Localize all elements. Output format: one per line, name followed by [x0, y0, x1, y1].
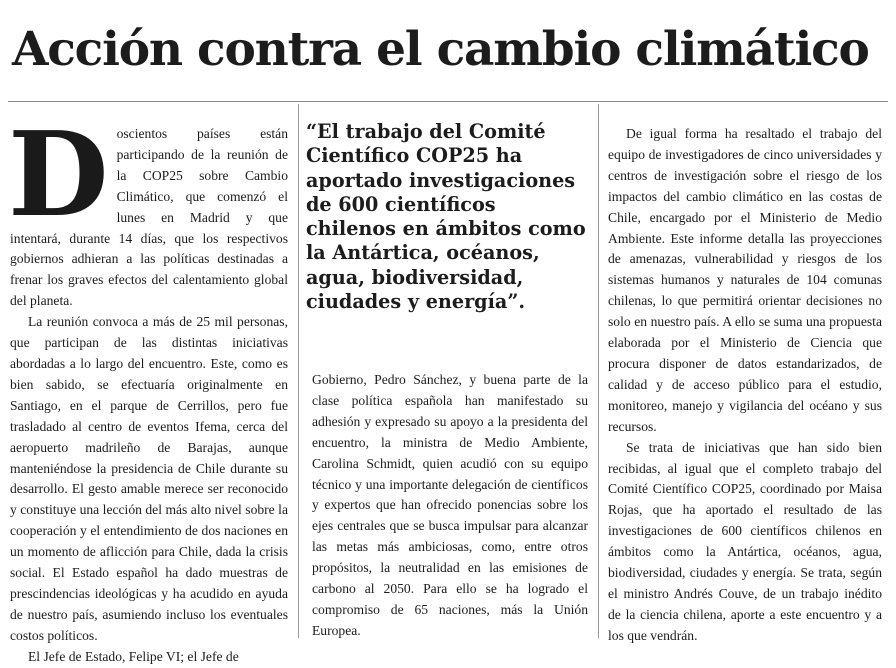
headline-rule	[8, 101, 888, 102]
column-divider-2	[598, 104, 599, 638]
paragraph: De igual forma ha resaltado el trabajo del equipo de investigadores de cinco universidades y centros de investigación sobre el riesgo de los impactos del cambio climático en las costas de Chile, encargado por el Ministerio de Medio Ambiente. Este informe detalla las proyecciones de amenazas, vulnerabilidad y riesgos de los sistemas humanos y naturales de 104 comunas chilenas, lo que permitirá orientar decisiones no solo en nuestro país. A ello se suma una propuesta elaborada por el Ministerio de Ciencia que procura disponer de datos estandarizados, de calidad y de acceso público para el estudio, monitoreo, manejo y vigilancia del océano y sus recursos.	[608, 126, 882, 434]
article-headline: Acción contra el cambio climático	[12, 22, 869, 77]
paragraph: Se trata de iniciativas que han sido bien recibidas, al igual que el completo trabajo del Comité Científico COP25, coordinado por Maisa Rojas, que ha aportado el resultado de las investigaciones de 600 científicos chilenos en ámbitos como la Antártica, océanos, agua, biodiversidad, ciudades y energía. Se trata, según el ministro Andrés Couve, de un trabajo inédito de la ciencia chilena, aporte a este encuentro y a los que vendrán.	[608, 439, 882, 643]
lead-paragraph: Doscientos países están participando de la reunión de la COP25 sobre Cambio Climático, que comenzó el lunes en Madrid y que intentará, durante 14 días, que los respectivos gobiernos adhieran a las políticas destinadas a frenar los graves efectos del calentamiento global del planeta.	[8, 107, 288, 309]
paragraph: El Jefe de Estado, Felipe VI; el Jefe de	[28, 648, 239, 664]
article-column-3	[608, 124, 882, 647]
paragraph: La reunión convoca a más de 25 mil personas, que participan de las distintas iniciativas abordadas a lo largo del encuentro. Este, como es bien sabido, se efectuaría originalmente en Santiago, en el parque de Cerrillos, pero fue trasladado al centro de eventos Ifema, cerca del aeropuerto madrileño de Barajas, aunque manteniéndose la presidencia de Chile durante su desarrollo. El gesto amable merece ser reconocido y constituye una lección del más alto nivel sobre la cooperación y el entendimiento de dos naciones en un momento de aflicción para Chile, dada la crisis social. El Estado español ha dado muestras de prescindencias ideológicas y ha acudido en ayuda de nuestro país, asumiendo incluso los eventuales costos políticos.	[10, 314, 288, 643]
column-divider-1	[298, 104, 299, 638]
drop-cap: D	[8, 107, 109, 243]
pull-quote: “El trabajo del Comité Científico COP25 ha aportado investigaciones de 600 científicos chilenos en ámbitos como la Antártica, océanos, agua, biodiversidad, ciudades y energía”.	[306, 120, 586, 314]
article-column-1	[8, 107, 288, 668]
article-column-2	[312, 370, 588, 642]
paragraph: Gobierno, Pedro Sánchez, y buena parte de la clase política española han manifestado su adhesión y expresado su apoyo a la presidenta del encuentro, la ministra de Medio Ambiente, Carolina Schmidt, quien acudió con su equipo técnico y una importante delegación de científicos y expertos que han ofrecido ponencias sobre los ejes centrales que se busca impulsar para alcanzar las metas más ambiciosas, como, entre otros propósitos, la neutralidad en las emisiones de carbono al 2050. Para ello se ha logrado el compromiso de 65 naciones, más la Unión Europea.	[312, 372, 588, 638]
